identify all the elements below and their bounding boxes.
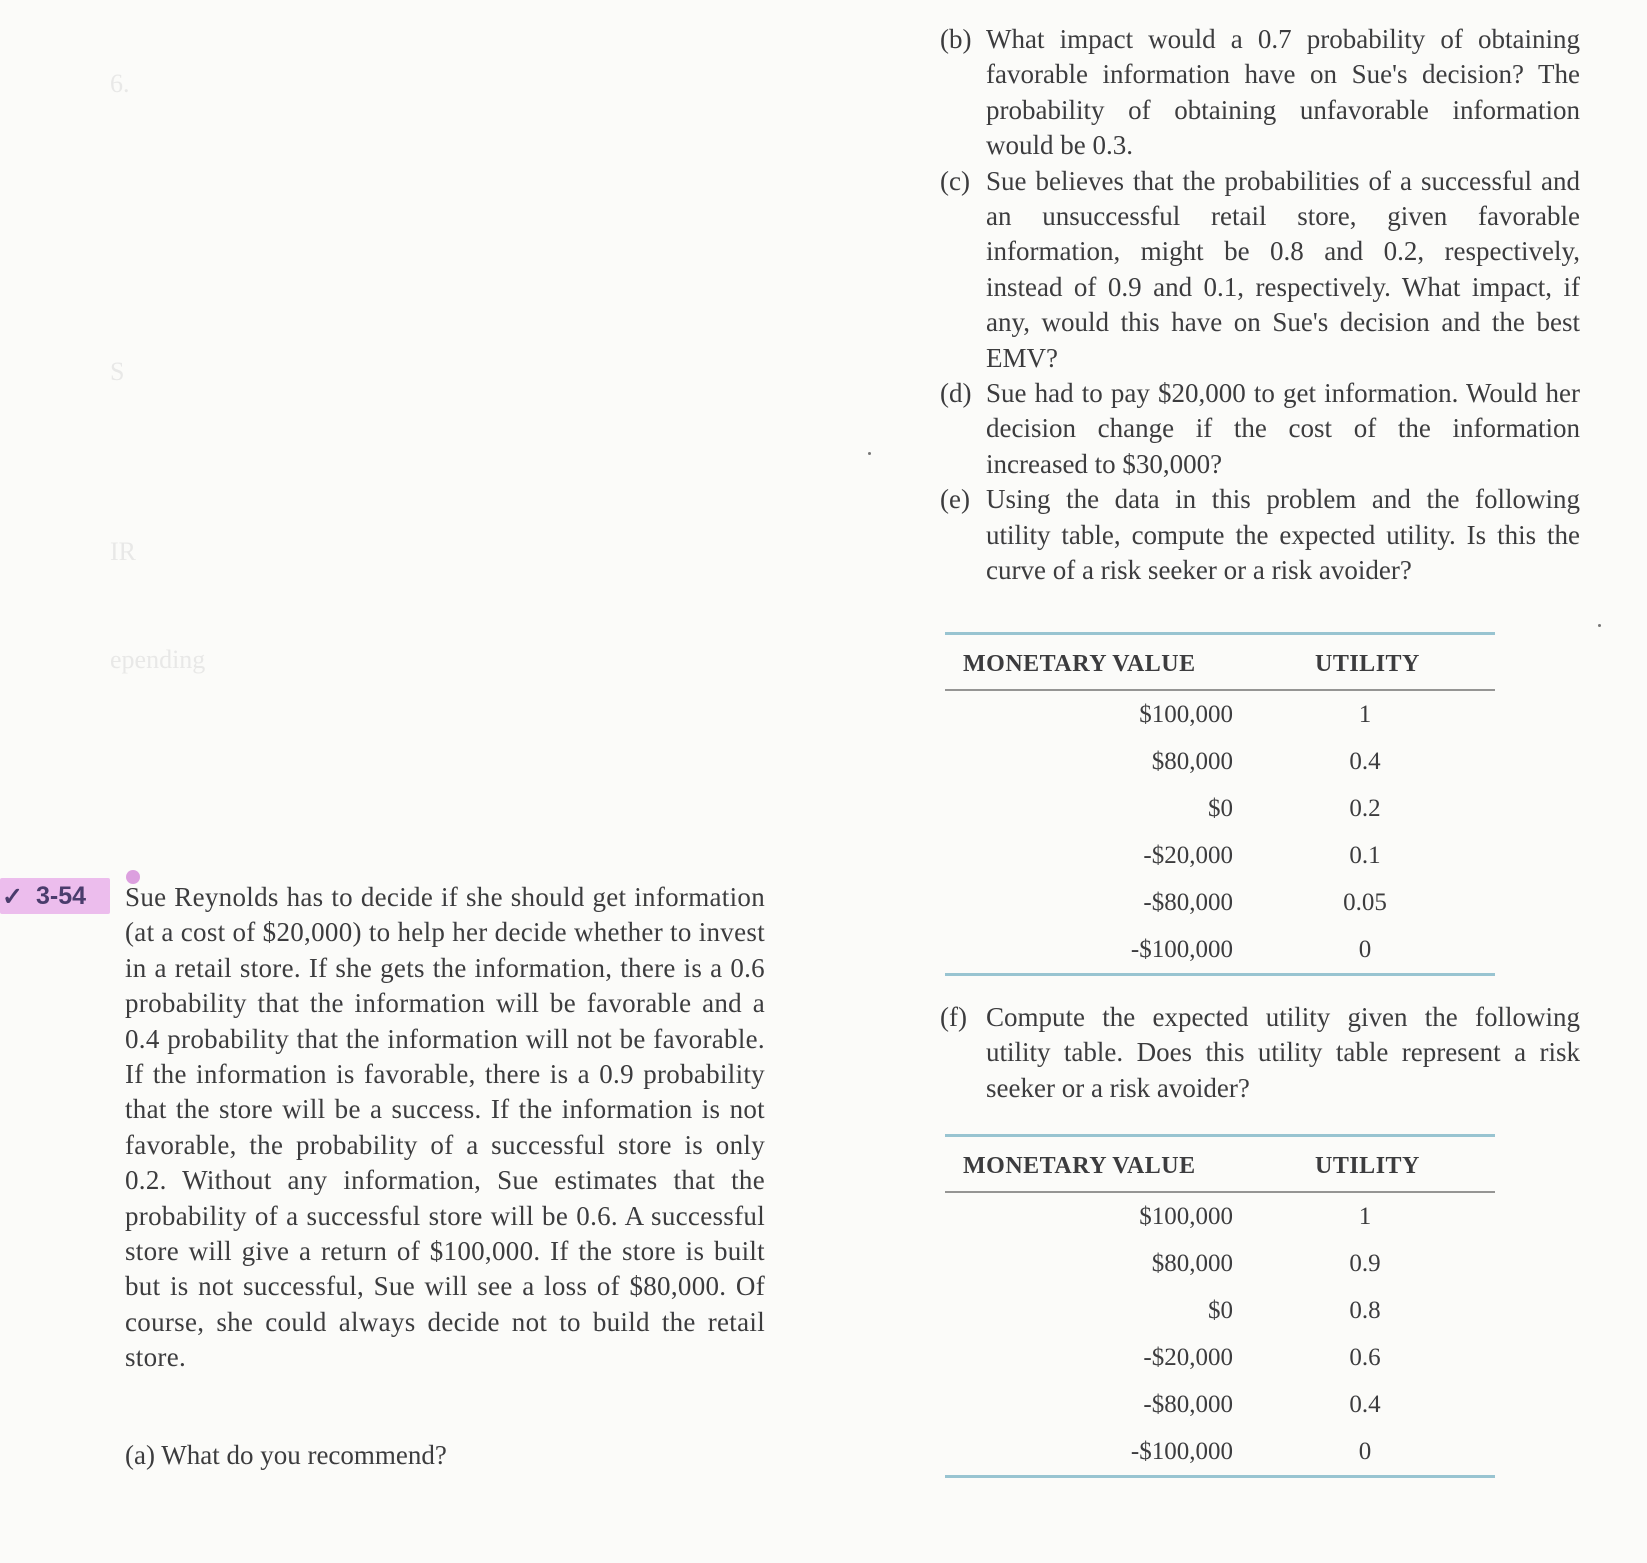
part-f-item bbox=[940, 1000, 1580, 1106]
problem-header bbox=[0, 876, 140, 920]
monetary-value-cell: $0 bbox=[1208, 1297, 1233, 1324]
monetary-value-cell: $100,000 bbox=[1139, 701, 1233, 728]
bleed-through-line: epending bbox=[110, 645, 206, 674]
bleed-through-text bbox=[110, 30, 770, 750]
table-rule bbox=[945, 1475, 1495, 1478]
problem-statement: Sue Reynolds has to decide if she should get information (at a cost of $20,000) to help her decide whether to invest in a retail store. If she gets the information, there is a 0.6 probability that the information will be favorable and a 0.4 probability that the information will not be favorable. If the information is favorable, there is a 0.9 probability that the store will be a success. If the information is not favorable, the probability of a successful store is only 0.2. Without any information, Sue estimates that the probability of a successful store will be 0.6. A successful store will give a return of $100,000. If the store is built but is not successful, Sue will see a loss of $80,000. Of course, she could always decide not to build the retail store. bbox=[125, 882, 766, 1373]
part-f bbox=[940, 1000, 1580, 1106]
monetary-value-cell: $100,000 bbox=[1139, 1203, 1233, 1230]
table-row bbox=[945, 785, 1495, 832]
part-d bbox=[940, 376, 1580, 482]
table-rule bbox=[945, 973, 1495, 976]
part-c bbox=[940, 164, 1580, 376]
table-row bbox=[945, 1287, 1495, 1334]
part-e-label: (e) bbox=[940, 484, 970, 515]
check-mark-icon: ✓ bbox=[2, 884, 23, 911]
utility-cell: 0.4 bbox=[1349, 748, 1381, 775]
problem-number: 3-54 bbox=[36, 882, 87, 910]
table-row bbox=[945, 1381, 1495, 1428]
bleed-through-line bbox=[110, 390, 770, 426]
header-utility: UTILITY bbox=[1315, 651, 1420, 677]
utility-cell: 0.05 bbox=[1343, 889, 1387, 916]
utility-cell: 1 bbox=[1358, 1203, 1372, 1230]
bleed-through-line bbox=[110, 174, 770, 210]
part-d-label: (d) bbox=[940, 378, 972, 409]
part-f-label: (f) bbox=[940, 1002, 967, 1032]
bleed-through-line bbox=[110, 318, 770, 354]
table-row bbox=[945, 1240, 1495, 1287]
part-e bbox=[940, 482, 1580, 588]
header-monetary-value: MONETARY VALUE bbox=[963, 1153, 1196, 1179]
utility-table-2 bbox=[945, 1134, 1495, 1478]
part-f-text: Compute the expected utility given the following utility table. Does this utility table represent a risk seeker or a risk avoider? bbox=[986, 1002, 1580, 1103]
bleed-through-line: 6. bbox=[110, 69, 130, 98]
header-monetary-value: MONETARY VALUE bbox=[963, 651, 1196, 677]
part-c-label: (c) bbox=[940, 165, 970, 196]
utility-cell: 0.4 bbox=[1349, 1391, 1381, 1418]
bleed-through-line bbox=[110, 462, 770, 498]
table-row bbox=[945, 1193, 1495, 1240]
part-b bbox=[940, 22, 1580, 164]
stray-mark bbox=[1598, 624, 1601, 627]
monetary-value-cell: -$20,000 bbox=[1143, 842, 1233, 869]
utility-cell: 0.6 bbox=[1349, 1344, 1381, 1371]
monetary-value-cell: -$20,000 bbox=[1143, 1344, 1233, 1371]
utility-table-1 bbox=[945, 632, 1495, 976]
bleed-through-line bbox=[110, 426, 770, 462]
bleed-through-line bbox=[110, 498, 770, 534]
bleed-through-line bbox=[110, 570, 770, 606]
monetary-value-cell: $80,000 bbox=[1151, 748, 1233, 775]
bleed-through-line bbox=[110, 138, 770, 174]
monetary-value-cell: -$80,000 bbox=[1143, 889, 1233, 916]
table-header bbox=[945, 1137, 1495, 1191]
monetary-value-cell: -$100,000 bbox=[1130, 936, 1233, 963]
part-e-text: Using the data in this problem and the following utility table, compute the expected utility. Is this the curve of a risk seeker or a risk avoider? bbox=[986, 484, 1580, 586]
table-row bbox=[945, 926, 1495, 973]
bleed-through-line: S bbox=[110, 357, 125, 386]
header-utility: UTILITY bbox=[1315, 1153, 1420, 1179]
bleed-through-line bbox=[110, 30, 770, 66]
table-header bbox=[945, 635, 1495, 689]
monetary-value-cell: -$80,000 bbox=[1143, 1391, 1233, 1418]
part-b-text: What impact would a 0.7 probability of obtaining favorable information have on Sue's decision? The probability of obtaining unfavorable information would be 0.3. bbox=[986, 24, 1580, 161]
bleed-through-line bbox=[110, 606, 770, 642]
monetary-value-cell: -$100,000 bbox=[1130, 1438, 1233, 1465]
table-row bbox=[945, 1334, 1495, 1381]
bleed-through-line bbox=[110, 282, 770, 318]
part-c-text: Sue believes that the probabilities of a successful and an unsuccessful retail store, given favorable information, might be 0.8 and 0.2, respectively, instead of 0.9 and 0.1, respectively. What impact, if any, would this have on Sue's decision and the best EMV? bbox=[986, 165, 1580, 373]
monetary-value-cell: $80,000 bbox=[1151, 1250, 1233, 1277]
utility-cell: 0 bbox=[1358, 936, 1372, 963]
table-row bbox=[945, 832, 1495, 879]
utility-cell: 0.1 bbox=[1349, 842, 1381, 869]
table-body bbox=[945, 691, 1495, 973]
table-row bbox=[945, 691, 1495, 738]
bleed-through-line bbox=[110, 210, 770, 246]
table-body bbox=[945, 1193, 1495, 1475]
part-a: (a) What do you recommend? bbox=[125, 1440, 447, 1470]
utility-cell: 1 bbox=[1358, 701, 1372, 728]
table-row bbox=[945, 738, 1495, 785]
bleed-through-line bbox=[110, 102, 770, 138]
utility-cell: 0.2 bbox=[1349, 795, 1381, 822]
utility-cell: 0.8 bbox=[1349, 1297, 1381, 1324]
part-d-text: Sue had to pay $20,000 to get information. Would her decision change if the cost of the information increased to $30,000? bbox=[986, 378, 1580, 479]
part-b-label: (b) bbox=[940, 24, 972, 54]
table-row bbox=[945, 879, 1495, 926]
table-row bbox=[945, 1428, 1495, 1475]
monetary-value-cell: $0 bbox=[1208, 795, 1233, 822]
question-parts-column bbox=[940, 22, 1580, 589]
stray-mark bbox=[868, 452, 871, 455]
bleed-through-line: IR bbox=[110, 537, 136, 566]
bleed-through-line bbox=[110, 246, 770, 282]
utility-cell: 0 bbox=[1358, 1438, 1372, 1465]
utility-cell: 0.9 bbox=[1349, 1250, 1381, 1277]
